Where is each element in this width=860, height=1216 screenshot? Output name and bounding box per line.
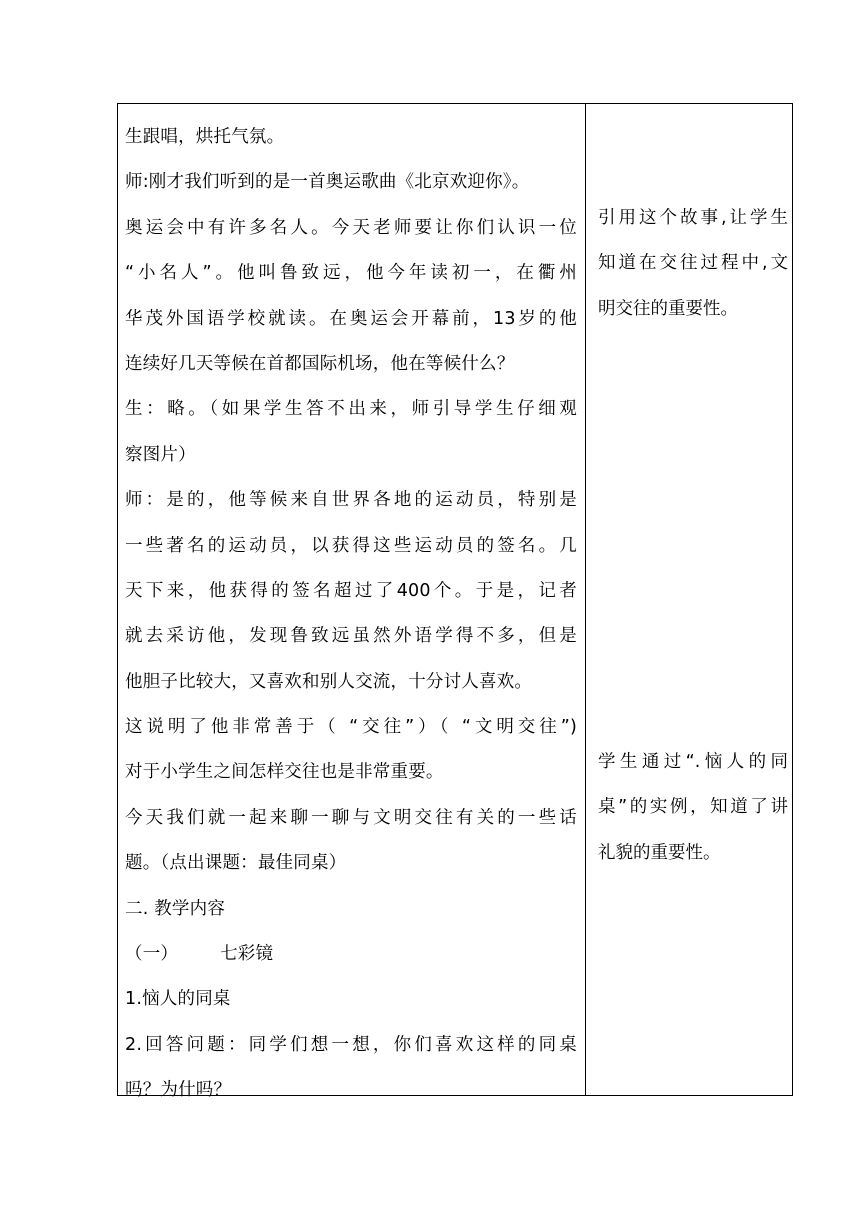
note-line: 知道在交往过程中,文	[598, 253, 788, 274]
note-desk-mate-example	[598, 740, 788, 876]
text-line: 生跟唱，烘托气氛。	[125, 127, 285, 147]
section-title: 二. 教学内容	[125, 898, 226, 919]
text-line: 察图片）	[125, 444, 196, 465]
text-line: 今天我们就一起来聊一聊与文明交往有关的一些话	[125, 807, 577, 828]
text-line: 就去采访他，发现鲁致远虽然外语学得不多，但是	[125, 626, 577, 647]
note-line: 引用这个故事,让学生	[598, 208, 788, 228]
text-line: 1.恼人的同桌	[125, 989, 231, 1010]
text-line: 吗？为什吗？	[125, 1080, 232, 1101]
note-story-purpose	[598, 196, 788, 332]
note-line: 礼貌的重要性。	[598, 842, 721, 863]
note-line: 明交往的重要性。	[598, 298, 738, 319]
text-line: 这说明了他非常善于（ “交往”）（ “文明交往”)	[125, 717, 577, 738]
teaching-process-column	[118, 104, 586, 1101]
subsection-title: 七彩镜	[220, 944, 274, 965]
text-line: 2.回答问题：同学们想一想，你们喜欢这样的同桌	[125, 1034, 577, 1055]
text-line: 他胆子比较大，又喜欢和别人交流，十分讨人喜欢。	[125, 671, 533, 692]
text-line: 连续好几天等候在首都国际机场，他在等候什么？	[125, 353, 515, 374]
text-line: 师：是的，他等候来自世界各地的运动员，特别是	[125, 490, 577, 511]
text-line: 师:刚才我们听到的是一首奥运歌曲《北京欢迎你》。	[125, 172, 530, 193]
note-line: 桌”的实例，知道了讲	[598, 797, 788, 818]
text-line: 题。（点出课题：最佳同桌）	[125, 853, 347, 874]
text-line: “小名人”。他叫鲁致远，他今年读初一，在衢州	[125, 263, 577, 284]
subsection-heading	[125, 932, 585, 977]
text-line: 天下来，他获得的签名超过了400个。于是，记者	[125, 580, 577, 601]
text-line: 奥运会中有许多名人。今天老师要让你们认识一位	[125, 217, 577, 238]
design-intent-column	[586, 104, 792, 1095]
note-line: 学生通过“.恼人的同	[598, 752, 788, 772]
subsection-number: （一）	[125, 944, 179, 965]
text-line: 一些著名的运动员，以获得这些运动员的签名。几	[125, 535, 577, 556]
text-line: 生：略。（如果学生答不出来，师引导学生仔细观	[125, 399, 577, 420]
text-line: 华茂外国语学校就读。在奥运会开幕前，13岁的他	[125, 308, 577, 329]
text-line: 对于小学生之间怎样交往也是非常重要。	[125, 762, 444, 783]
lesson-plan-table	[117, 103, 793, 1101]
